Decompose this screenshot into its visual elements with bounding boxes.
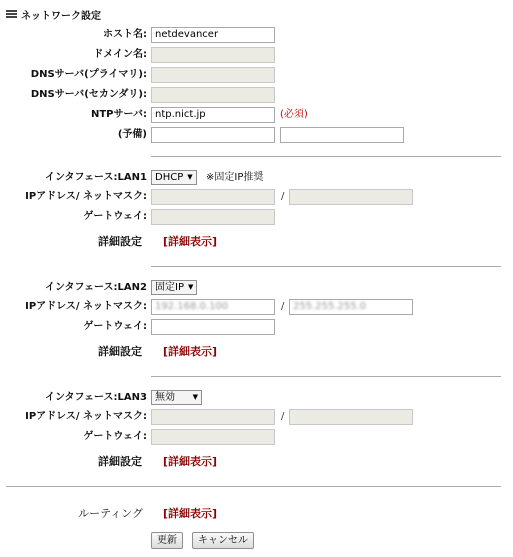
lan3-detail-link[interactable]: [詳細表示] [163,455,218,468]
lan3-gateway-label: ゲートウェイ: [83,431,147,442]
triangle-down-icon: ▼ [192,393,198,401]
routing-label: ルーティング [78,507,143,520]
lan2-mode-select[interactable] [151,280,197,295]
lan2-mode-value: 固定IP [155,282,184,293]
lan2-mask-input[interactable] [289,299,413,315]
triangle-down-icon: ▼ [187,173,193,181]
ntp-input[interactable]: ntp.nict.jp [151,107,275,123]
lan2-detail-label: 詳細設定 [98,345,142,358]
cancel-button[interactable]: キャンセル [192,532,254,549]
lan2-mask-value: 255.255.255.0 [293,301,367,312]
lan1-note: ※固定IP推奨 [206,172,264,183]
divider [151,266,501,267]
lan3-ip-input[interactable] [151,409,275,425]
lan2-ip-value: 192.168.0.100 [155,301,229,312]
lan2-gateway-input[interactable] [151,319,275,335]
lan1-mode-select[interactable] [151,170,197,185]
section-header [6,7,101,21]
divider [6,486,501,487]
spare-label: (予備) [117,129,147,140]
lan3-mask-input[interactable] [289,409,413,425]
lan1-detail-label: 詳細設定 [98,235,142,248]
lan2-detail-link[interactable]: [詳細表示] [163,345,218,358]
menu-icon [6,10,17,19]
triangle-down-icon: ▼ [187,283,194,291]
lan3-mode-select[interactable] [151,390,202,405]
divider [151,376,501,377]
spare-input-1[interactable] [151,127,275,143]
lan3-detail-label: 詳細設定 [98,455,142,468]
ntp-label: NTPサーバ: [90,109,147,120]
slash: / [281,191,285,202]
slash: / [281,411,285,422]
lan3-ip-label: IPアドレス/ ネットマスク: [25,411,147,422]
lan1-gateway-input[interactable] [151,209,275,225]
dns-primary-label: DNSサーバ(プライマリ): [30,69,147,80]
page-title: ネットワーク設定 [21,10,101,22]
host-label: ホスト名: [103,29,147,40]
lan1-ip-input[interactable] [151,189,275,205]
divider [151,156,501,157]
host-input[interactable]: netdevancer [151,27,275,43]
slash: / [281,301,285,312]
domain-input[interactable] [151,47,275,63]
domain-label: ドメイン名: [93,49,147,60]
lan2-interface-label: インタフェース:LAN2 [44,282,147,293]
lan3-mode-value: 無効 [155,392,175,403]
dns-secondary-input[interactable] [151,87,275,103]
lan1-detail-link[interactable]: [詳細表示] [163,235,218,248]
lan3-gateway-input[interactable] [151,429,275,445]
lan1-gateway-label: ゲートウェイ: [83,211,147,222]
lan1-mode-value: DHCP [155,172,184,183]
dns-primary-input[interactable] [151,67,275,83]
dns-secondary-label: DNSサーバ(セカンダリ): [30,89,147,100]
lan2-ip-label: IPアドレス/ ネットマスク: [25,301,147,312]
lan1-ip-label: IPアドレス/ ネットマスク: [25,191,147,202]
routing-detail-link[interactable]: [詳細表示] [163,507,218,520]
lan2-gateway-label: ゲートウェイ: [83,321,147,332]
lan3-interface-label: インタフェース:LAN3 [44,392,147,403]
lan1-interface-label: インタフェース:LAN1 [44,172,147,183]
lan2-ip-input[interactable] [151,299,275,315]
spare-input-2[interactable] [280,127,404,143]
update-button[interactable]: 更新 [151,532,183,549]
required-note: (必須) [280,109,308,120]
lan1-mask-input[interactable] [289,189,413,205]
